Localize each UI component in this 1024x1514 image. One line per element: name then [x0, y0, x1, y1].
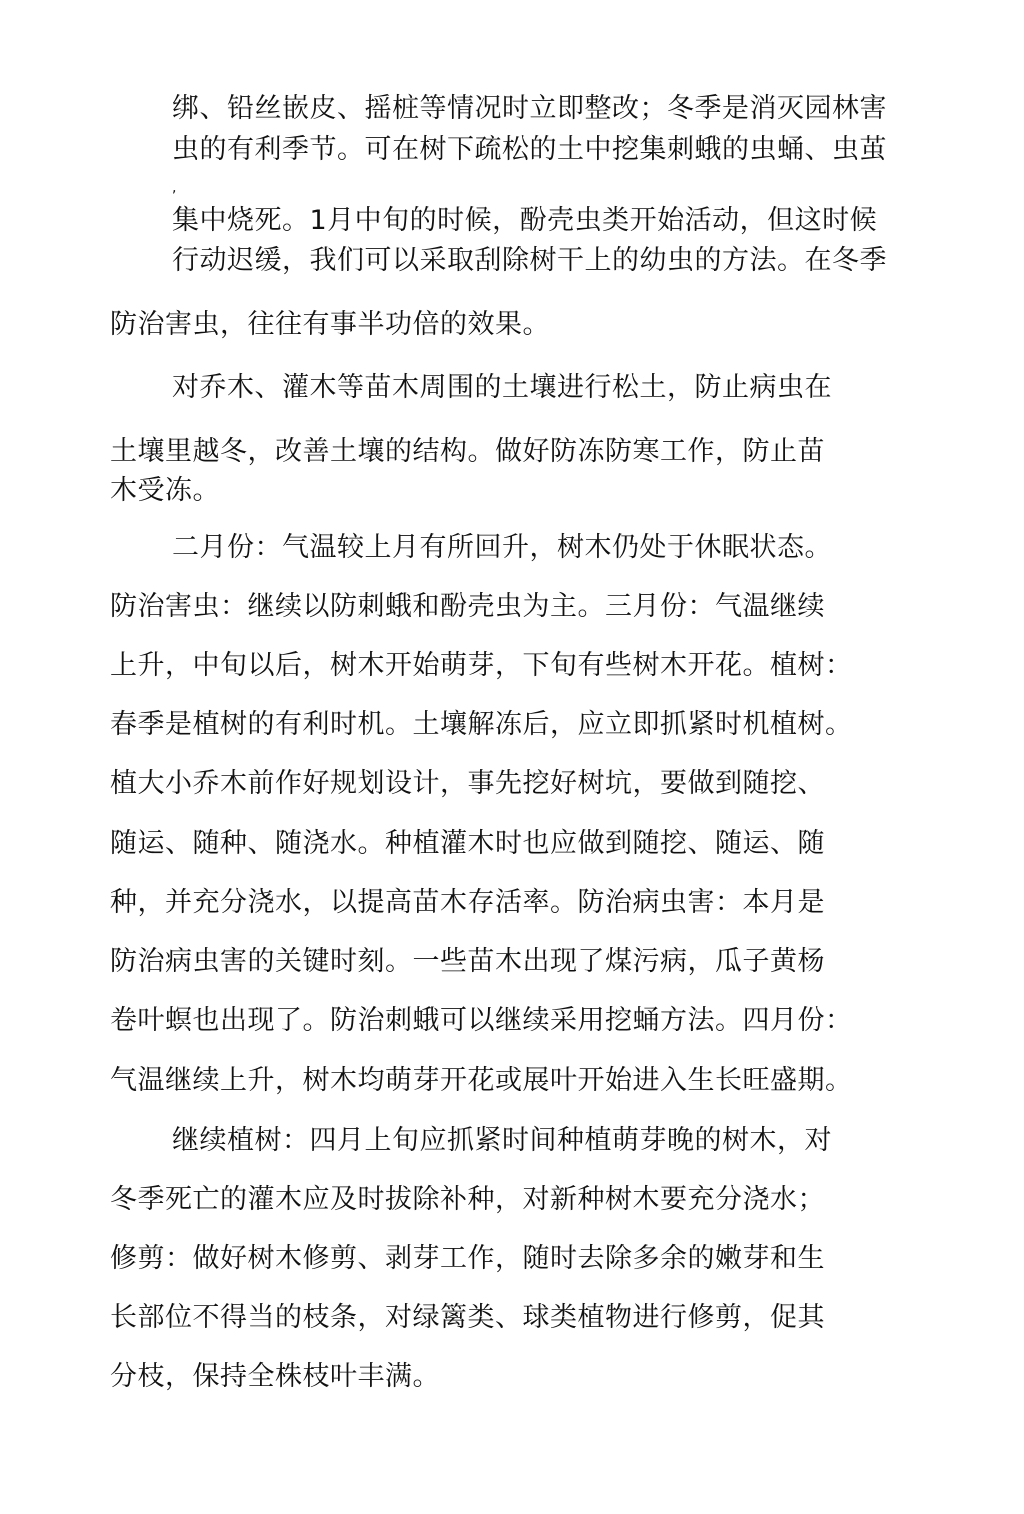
text-line-20: 继续植树：四月上旬应抓紧时间种植萌芽晚的树木，对	[172, 1125, 832, 1156]
text-line-6: 防治害虫，往往有事半功倍的效果。	[110, 309, 550, 340]
text-line-15: 随运、随种、随浇水。种植灌木时也应做到随挖、随运、随	[110, 828, 825, 859]
text-line-4: 集中烧死。1月中旬的时候，酚壳虫类开始活动，但这时候	[172, 205, 878, 236]
text-line-11: 防治害虫：继续以防刺蛾和酚壳虫为主。三月份：气温继续	[110, 591, 825, 622]
text-line-2: 虫的有利季节。可在树下疏松的土中挖集刺蛾的虫蛹、虫茧	[172, 134, 887, 165]
text-line-22: 修剪：做好树木修剪、剥芽工作，随时去除多余的嫩芽和生	[110, 1243, 825, 1274]
text-line-24: 分枝，保持全株枝叶丰满。	[110, 1361, 440, 1392]
text-line-8: 土壤里越冬，改善土壤的结构。做好防冻防寒工作，防止苗	[110, 436, 825, 467]
text-line-5: 行动迟缓，我们可以采取刮除树干上的幼虫的方法。在冬季	[172, 245, 887, 276]
text-line-16: 种，并充分浇水，以提高苗木存活率。防治病虫害：本月是	[110, 887, 825, 918]
text-line-17: 防治病虫害的关键时刻。一些苗木出现了煤污病，瓜子黄杨	[110, 946, 825, 977]
text-line-19: 气温继续上升，树木均萌芽开花或展叶开始进入生长旺盛期。	[110, 1065, 853, 1096]
text-line-3: ,	[172, 180, 177, 196]
text-line-21: 冬季死亡的灌木应及时拔除补种，对新种树木要充分浇水；	[110, 1184, 825, 1215]
text-line-1: 绑、铅丝嵌皮、摇桩等情况时立即整改；冬季是消灭园林害	[172, 93, 887, 124]
text-line-10: 二月份：气温较上月有所回升，树木仍处于休眠状态。	[172, 532, 832, 563]
text-line-13: 春季是植树的有利时机。土壤解冻后，应立即抓紧时机植树。	[110, 709, 853, 740]
text-line-12: 上升，中旬以后，树木开始萌芽，下旬有些树木开花。植树：	[110, 650, 853, 681]
text-line-14: 植大小乔木前作好规划设计，事先挖好树坑，要做到随挖、	[110, 768, 825, 799]
text-line-23: 长部位不得当的枝条，对绿篱类、球类植物进行修剪，促其	[110, 1302, 825, 1333]
text-line-7: 对乔木、灌木等苗木周围的土壤进行松土，防止病虫在	[172, 372, 832, 403]
text-line-18: 卷叶螟也出现了。防治刺蛾可以继续采用挖蛹方法。四月份：	[110, 1005, 853, 1036]
text-line-9: 木受冻。	[110, 475, 220, 506]
